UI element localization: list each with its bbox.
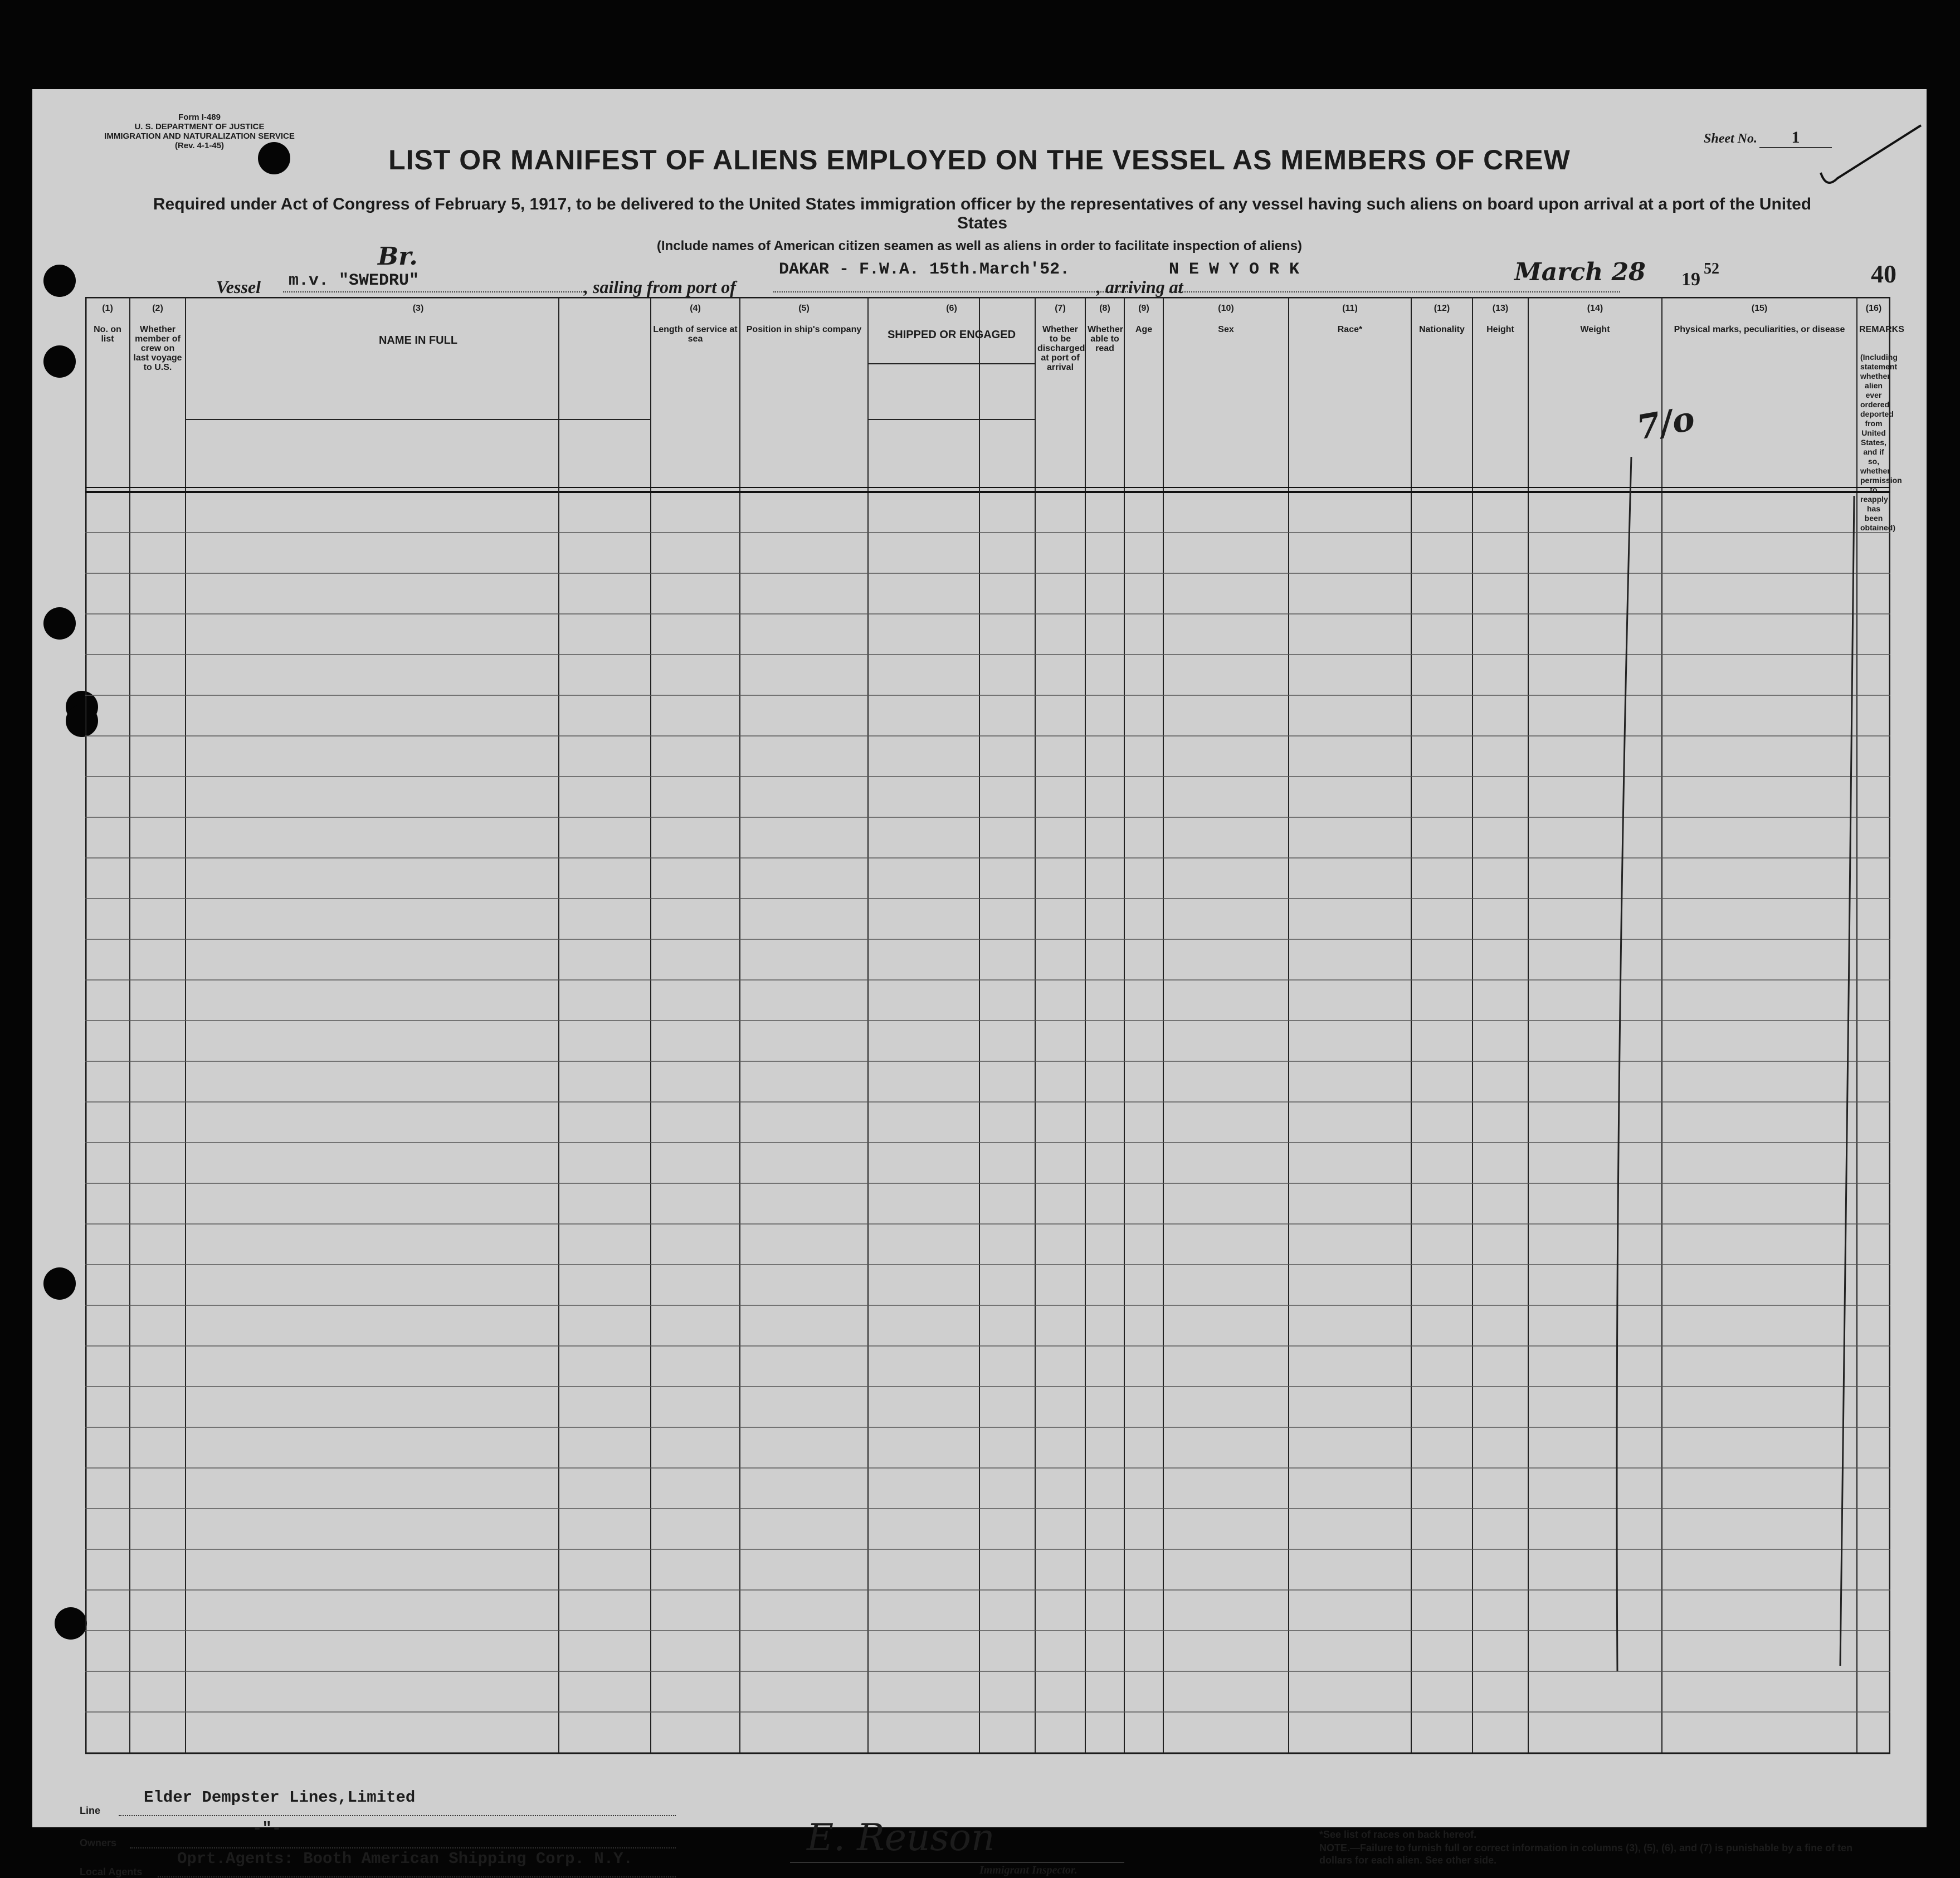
year-prefix: 19 — [1681, 269, 1700, 290]
column-header: SHIPPED OR ENGAGED — [887, 329, 1016, 341]
agents-value: Oprt.Agents: Booth American Shipping Corp. N.Y. — [177, 1850, 633, 1868]
column-header: NAME IN FULL — [378, 334, 458, 347]
vessel-label: Vessel — [216, 277, 261, 297]
remarks-strokes — [1592, 429, 1871, 1710]
requirement-text: Required under Act of Congress of February 5, 1917, to be delivered to the United States immigration officer by the representatives of any vessel having such aliens on board upon arrival at a port of the United States — [153, 195, 1812, 232]
vessel-flag-handwritten: Br. — [378, 242, 418, 271]
sailing-from: DAKAR - F.W.A. 15th.March'52. — [779, 260, 1070, 279]
arriving-label: , arriving at — [1096, 277, 1183, 297]
arriving-at: N E W Y O R K — [1169, 260, 1300, 279]
line-underline — [119, 1815, 676, 1816]
arriving-underline — [1169, 291, 1620, 292]
penalty-note: NOTE.—Failure to furnish full or correct information in columns (3), (5), (6), and (7) is punishable by a fine of ten dollars for each alien. See other side. — [1319, 1842, 1853, 1866]
punch-hole — [43, 265, 76, 297]
line-label: Line — [80, 1805, 101, 1816]
department: U. S. DEPARTMENT OF JUSTICE — [134, 122, 265, 131]
inspector-signature: E. Reuson — [807, 1816, 995, 1859]
column-header: Length of service at sea — [653, 325, 738, 344]
column-header: Nationality — [1419, 325, 1465, 334]
vessel-underline — [283, 291, 584, 292]
column-number: (15) — [1751, 304, 1768, 313]
punch-hole — [43, 607, 76, 640]
form-number: Form I-489 — [178, 113, 221, 122]
column-number: (7) — [1055, 304, 1066, 313]
owners-value: -"- — [252, 1820, 282, 1838]
column-number: (16) — [1865, 304, 1882, 313]
column-number: (3) — [412, 304, 424, 313]
column-number: (6) — [946, 304, 957, 313]
column-header: Sex — [1218, 325, 1234, 334]
manifest-sheet — [32, 89, 1927, 1877]
vessel-name: m.v. "SWEDRU" — [289, 271, 420, 290]
sheet-label: Sheet No. — [1704, 131, 1757, 146]
column-number: (2) — [152, 304, 163, 313]
column-number: (9) — [1138, 304, 1149, 313]
column-header: REMARKS — [1859, 325, 1904, 334]
column-number: (11) — [1342, 304, 1358, 313]
sailing-label: , sailing from port of — [584, 277, 736, 297]
column-header: Race* — [1337, 325, 1363, 334]
service-name: IMMIGRATION AND NATURALIZATION SERVICE — [104, 131, 295, 141]
column-number: (8) — [1099, 304, 1110, 313]
remarks-note: (Including statement whether alien ever ordered deported from United States, and if so, whether permission to reapply has been obtained) — [1860, 353, 1902, 532]
owners-label: Owners — [80, 1837, 117, 1848]
requirement-note: (Include names of American citizen seamen as well as aliens in order to facilitate inspection of aliens) — [656, 238, 1303, 253]
column-number: (14) — [1587, 304, 1603, 313]
column-header: Whether to be discharged at port of arrival — [1037, 325, 1085, 372]
agents-underline — [158, 1876, 676, 1877]
remarks-handwritten: 7/o — [1634, 399, 1698, 448]
sailing-underline — [773, 291, 1130, 292]
inspector-label: Immigrant Inspector. — [979, 1864, 1077, 1876]
column-header: Age — [1135, 325, 1153, 334]
column-number: (10) — [1218, 304, 1234, 313]
column-header: Position in ship's company — [746, 325, 862, 334]
arrival-date-handwritten: March 28 — [1514, 258, 1646, 286]
race-note: *See list of races on back hereof. — [1319, 1829, 1477, 1840]
column-header: Physical marks, peculiarities, or disease — [1674, 325, 1845, 334]
column-number: (13) — [1492, 304, 1509, 313]
page-title: LIST OR MANIFEST OF ALIENS EMPLOYED ON THE VESSEL AS MEMBERS OF CREW — [388, 144, 1571, 175]
line-value: Elder Dempster Lines,Limited — [144, 1788, 416, 1807]
signature-line — [790, 1862, 1124, 1863]
column-header: No. on list — [94, 325, 121, 344]
column-header: Whether member of crew on last voyage to U.S. — [133, 325, 182, 372]
punch-hole — [55, 1607, 87, 1640]
column-number: (1) — [102, 304, 113, 313]
column-header: Whether able to read — [1088, 325, 1123, 353]
agents-label: Local Agents — [80, 1866, 143, 1877]
column-header: Height — [1486, 325, 1514, 334]
column-number: (12) — [1434, 304, 1450, 313]
sheet-value: 1 — [1759, 128, 1832, 148]
column-number: (5) — [798, 304, 810, 313]
page-number: 40 — [1871, 260, 1896, 288]
column-number: (4) — [690, 304, 701, 313]
year-suffix: 52 — [1704, 260, 1719, 277]
punch-hole — [43, 1267, 76, 1300]
column-header: Weight — [1580, 325, 1610, 334]
form-revision: (Rev. 4-1-45) — [174, 141, 225, 150]
punch-hole — [43, 345, 76, 378]
owners-underline — [130, 1847, 676, 1848]
